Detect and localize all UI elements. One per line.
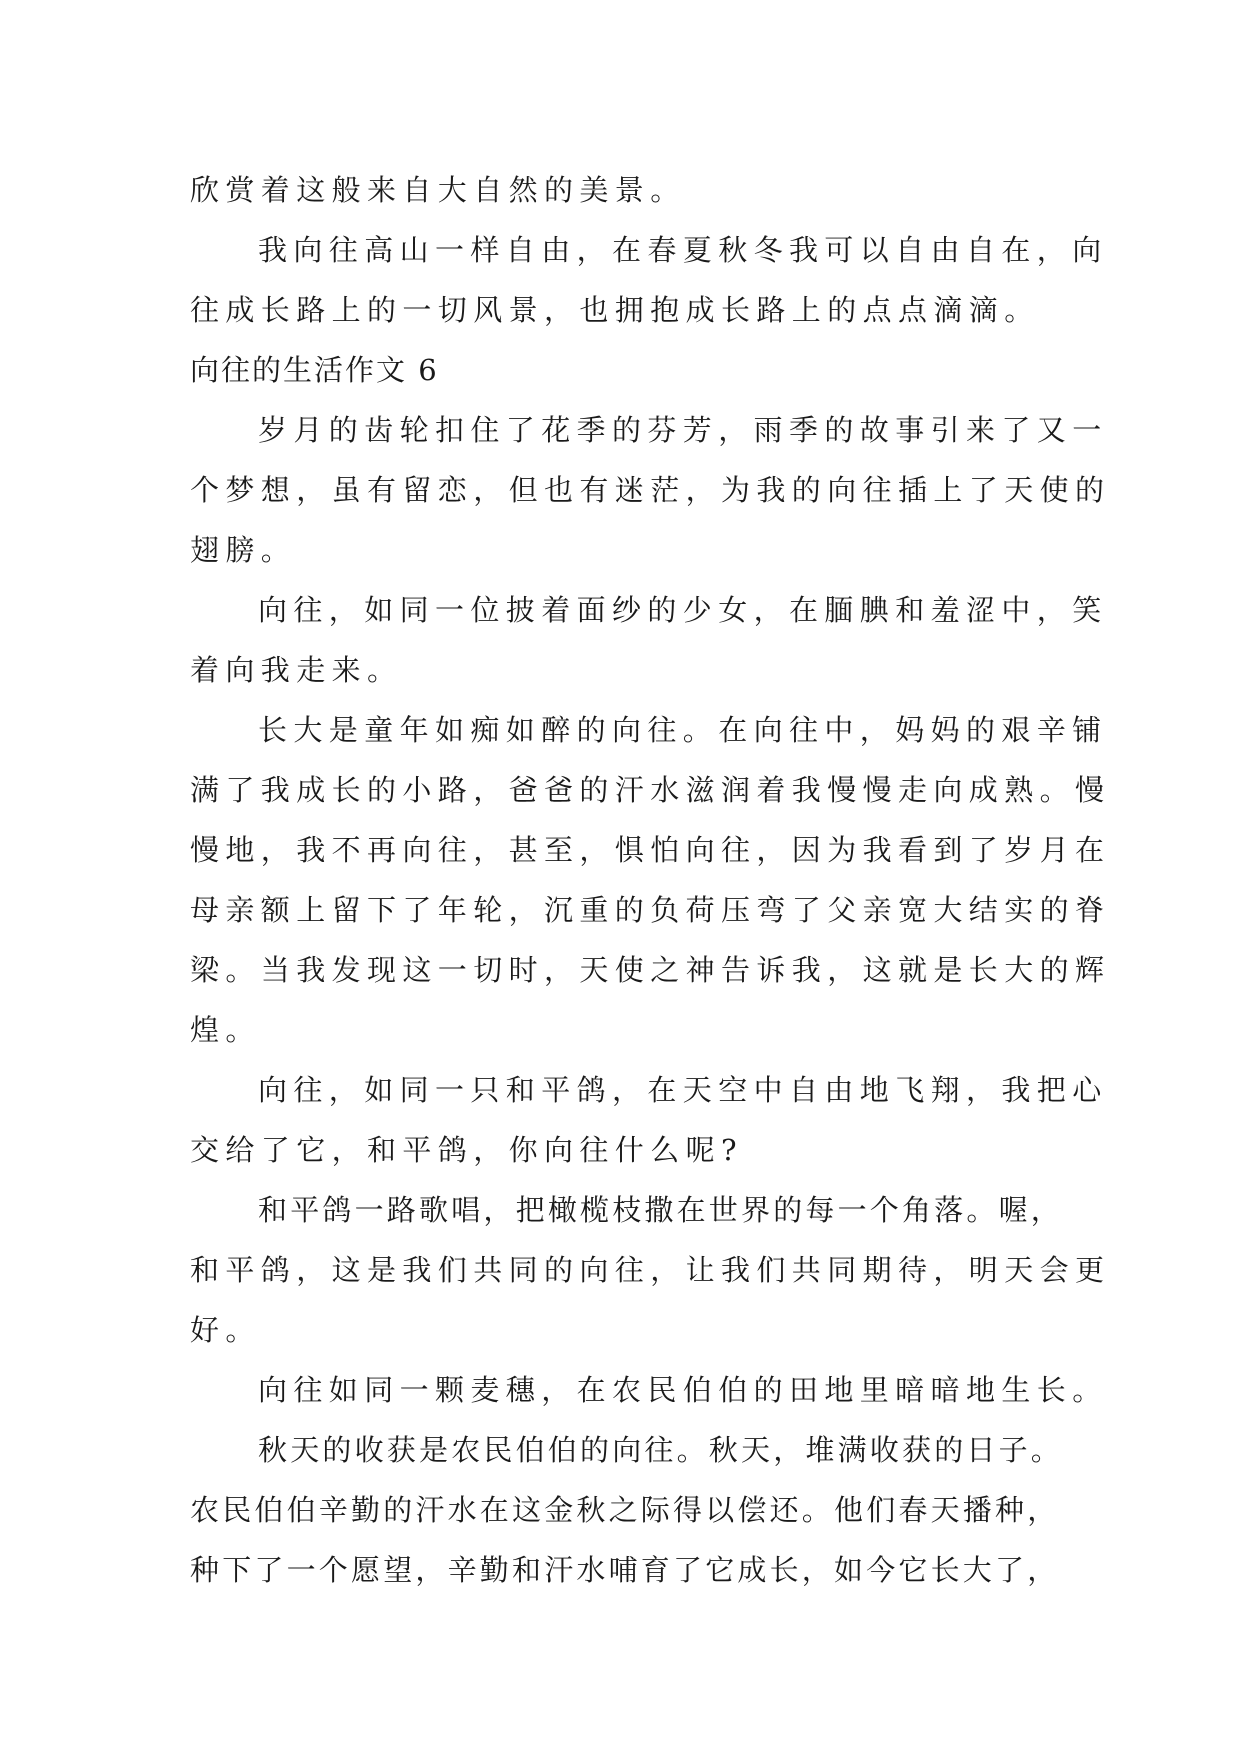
text-line: 种下了一个愿望，辛勤和汗水哺育了它成长，如今它长大了， xyxy=(190,1553,1060,1587)
text-line: 和平鸽一路歌唱，把橄榄枝撒在世界的每一个角落。喔， xyxy=(258,1193,1064,1227)
text-line: 梁。当我发现这一切时，天使之神告诉我，这就是长大的辉 xyxy=(190,953,1111,987)
text-line: 母亲额上留下了年轮，沉重的负荷压弯了父亲宽大结实的脊 xyxy=(190,893,1111,927)
text-line: 慢地，我不再向往，甚至，惧怕向往，因为我看到了岁月在 xyxy=(190,833,1111,867)
text-line: 翅膀。 xyxy=(190,533,297,567)
text-line: 和平鸽，这是我们共同的向往，让我们共同期待，明天会更 xyxy=(190,1253,1111,1287)
text-line: 我向往高山一样自由，在春夏秋冬我可以自由自在，向 xyxy=(258,233,1108,267)
text-line: 秋天的收获是农民伯伯的向往。秋天，堆满收获的日子。 xyxy=(258,1433,1064,1467)
text-line: 岁月的齿轮扣住了花季的芬芳，雨季的故事引来了又一 xyxy=(258,413,1108,447)
text-line: 往成长路上的一切风景，也拥抱成长路上的点点滴滴。 xyxy=(190,293,1040,327)
text-line: 着向我走来。 xyxy=(190,653,403,687)
text-line: 满了我成长的小路，爸爸的汗水滋润着我慢慢走向成熟。慢 xyxy=(190,773,1111,807)
text-line: 欣赏着这般来自大自然的美景。 xyxy=(190,173,686,207)
essay-body xyxy=(190,160,1111,1600)
text-line: 向往如同一颗麦穗，在农民伯伯的田地里暗暗地生长。 xyxy=(258,1373,1108,1407)
text-line: 向往，如同一位披着面纱的少女，在腼腆和羞涩中，笑 xyxy=(258,593,1108,627)
text-line: 个梦想，虽有留恋，但也有迷茫，为我的向往插上了天使的 xyxy=(190,473,1111,507)
text-line: 好。 xyxy=(190,1313,261,1347)
text-line: 交给了它，和平鸽，你向往什么呢? xyxy=(190,1133,743,1167)
text-line: 煌。 xyxy=(190,1013,261,1047)
text-line: 农民伯伯辛勤的汗水在这金秋之际得以偿还。他们春天播种， xyxy=(190,1493,1060,1527)
section-heading: 向往的生活作文 6 xyxy=(190,353,439,387)
text-line: 长大是童年如痴如醉的向往。在向往中，妈妈的艰辛铺 xyxy=(258,713,1108,747)
text-line: 向往，如同一只和平鸽，在天空中自由地飞翔，我把心 xyxy=(258,1073,1108,1107)
